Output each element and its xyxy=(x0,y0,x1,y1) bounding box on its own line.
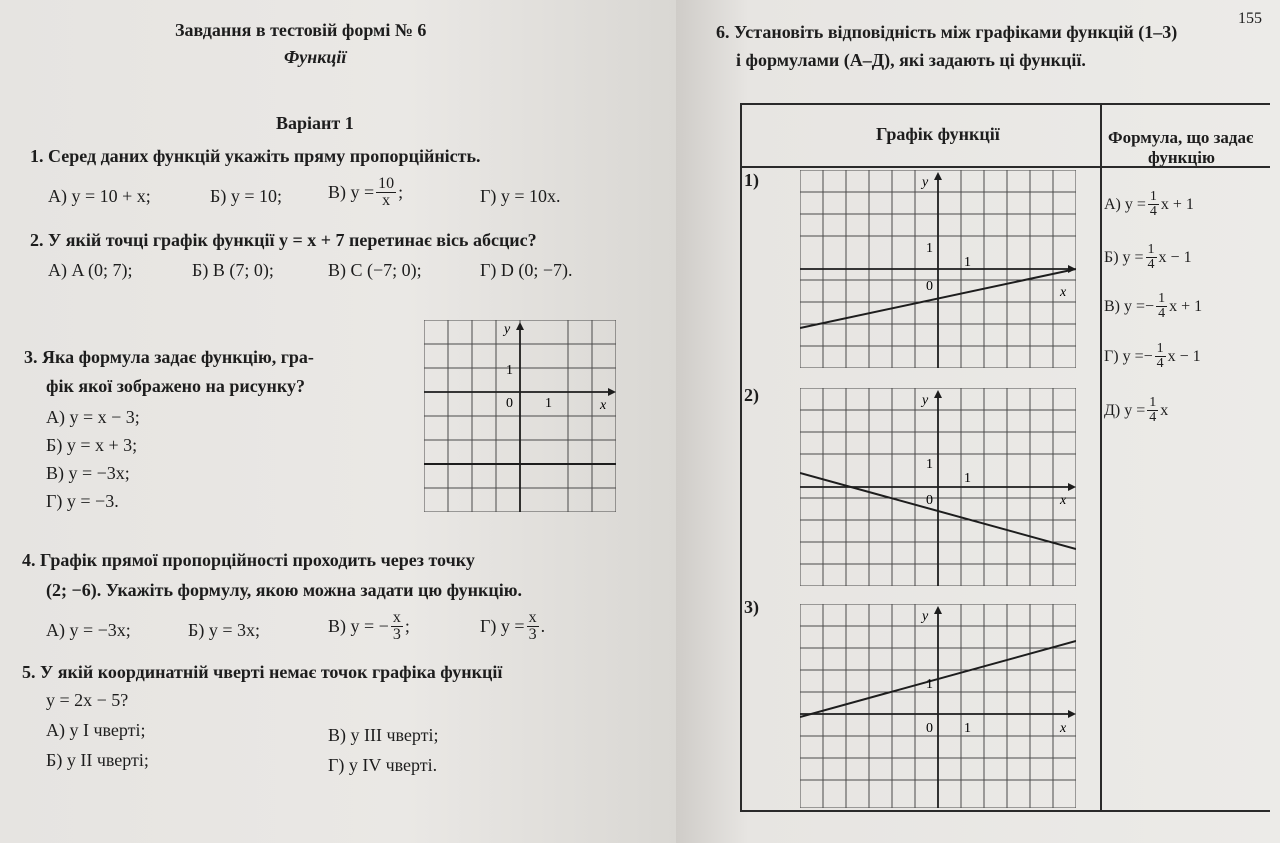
formula-b-tail: x − 1 xyxy=(1158,248,1192,266)
formula-e-den: 4 xyxy=(1149,410,1157,425)
formula-b-fraction xyxy=(1146,243,1157,272)
q1-c-suffix: ; xyxy=(398,182,404,202)
q5-option-a: А) у I чверті; xyxy=(46,720,146,740)
q3-label-one-x: 1 xyxy=(545,396,552,411)
graph-2-label-one-y: 1 xyxy=(926,457,933,472)
graph-1-y-arrow xyxy=(934,172,942,180)
q2-option-d: Г) D (0; −7). xyxy=(480,260,573,280)
formula-a-fraction xyxy=(1148,190,1159,219)
graph-1-label-one-y: 1 xyxy=(926,241,933,256)
header-subtitle: Функції xyxy=(284,47,347,67)
formula-d-letter: Г) y = xyxy=(1104,347,1144,365)
graph-2-x-arrow xyxy=(1068,483,1076,491)
q3-graph xyxy=(424,320,616,512)
q4-c-suffix: ; xyxy=(404,616,410,636)
formula-b-den: 4 xyxy=(1147,257,1155,272)
q4-d-prefix: Г) y = xyxy=(480,616,525,636)
formula-b-letter: Б) y = xyxy=(1104,248,1144,266)
q1-c-num: 10 xyxy=(378,175,395,192)
q3-option-b: Б) y = x + 3; xyxy=(46,435,138,455)
formula-a-tail: x + 1 xyxy=(1160,195,1194,213)
q4-d-den: 3 xyxy=(528,626,537,643)
q4-c-den: 3 xyxy=(392,626,401,643)
formula-c-sign: − xyxy=(1145,297,1155,315)
formula-d xyxy=(1104,342,1201,371)
question-1-text: 1. Серед даних функцій укажіть пряму пропорційність. xyxy=(30,146,481,166)
q3-option-a: А) y = x − 3; xyxy=(46,407,140,427)
question-6-line1: 6. Установіть відповідність між графіками функцій (1–3) xyxy=(716,22,1178,42)
q3-label-y: y xyxy=(504,322,511,337)
formula-e-tail: x xyxy=(1160,401,1169,419)
page-number: 155 xyxy=(1238,10,1262,27)
question-4-line2: (2; −6). Укажіть формулу, якою можна задати цю функцію. xyxy=(46,580,522,600)
q1-c-prefix: В) y = xyxy=(328,182,375,202)
formula-c xyxy=(1104,292,1202,321)
q2-option-a: А) A (0; 7); xyxy=(48,260,133,280)
formula-d-sign: − xyxy=(1143,347,1153,365)
q4-d-suffix: . xyxy=(540,616,546,636)
formula-d-fraction xyxy=(1155,342,1166,371)
formula-e-num: 1 xyxy=(1149,395,1157,410)
q2-option-c: В) C (−7; 0); xyxy=(328,260,422,280)
graph-2-label-zero: 0 xyxy=(926,493,933,508)
graph-1-label-x: x xyxy=(1060,285,1067,300)
q1-c-den: x xyxy=(382,192,391,209)
graph-number-2: 2) xyxy=(744,385,759,405)
header-title: Завдання в тестовій формі № 6 xyxy=(175,20,427,40)
formula-d-den: 4 xyxy=(1156,356,1164,371)
q4-c-fraction xyxy=(391,610,403,643)
graph-3 xyxy=(800,604,1076,808)
graph-2-label-one-x: 1 xyxy=(964,471,971,486)
formula-c-tail: x + 1 xyxy=(1169,297,1203,315)
q1-option-d: Г) y = 10x. xyxy=(480,186,561,206)
question-5-line2: y = 2x − 5? xyxy=(46,690,129,710)
graph-3-label-y: y xyxy=(922,609,929,624)
formula-b xyxy=(1104,243,1192,272)
formula-c-den: 4 xyxy=(1158,306,1166,321)
right-page xyxy=(676,0,1280,843)
q3-label-zero: 0 xyxy=(506,396,513,411)
q3-label-x: x xyxy=(600,398,607,413)
q5-option-c: В) у III чверті; xyxy=(328,725,439,745)
formula-a xyxy=(1104,190,1194,219)
graph-1-label-one-x: 1 xyxy=(964,255,971,270)
variant-label: Варіант 1 xyxy=(276,113,354,133)
q4-option-c xyxy=(328,610,410,643)
q3-y-arrow xyxy=(516,322,524,330)
q5-option-b: Б) у II чверті; xyxy=(46,750,149,770)
q3-option-d: Г) y = −3. xyxy=(46,491,119,511)
q4-option-d xyxy=(480,610,545,643)
formula-d-num: 1 xyxy=(1156,341,1164,356)
question-2-text: 2. У якій точці графік функції y = x + 7 перетинає вісь абсцис? xyxy=(30,230,537,250)
graph-3-label-one-x: 1 xyxy=(964,721,971,736)
column-header-formula-2: функцію xyxy=(1148,148,1215,167)
q1-option-c xyxy=(328,176,403,209)
q4-d-num: x xyxy=(528,609,537,626)
formula-c-num: 1 xyxy=(1158,291,1166,306)
question-3-line1: 3. Яка формула задає функцію, гра- xyxy=(24,347,314,367)
graph-2-y-arrow xyxy=(934,390,942,398)
graph-3-label-x: x xyxy=(1060,721,1067,736)
formula-b-num: 1 xyxy=(1147,242,1155,257)
formula-c-fraction xyxy=(1156,292,1167,321)
formula-a-num: 1 xyxy=(1149,189,1157,204)
formula-e-fraction xyxy=(1147,396,1158,425)
q4-option-b: Б) y = 3x; xyxy=(188,620,260,640)
question-5-line1: 5. У якій координатній чверті немає точок графіка функції xyxy=(22,662,503,682)
question-3-line2: фік якої зображено на рисунку? xyxy=(46,376,306,396)
formula-c-letter: В) y = xyxy=(1104,297,1146,315)
q4-c-prefix: В) y = − xyxy=(328,616,389,636)
formula-e xyxy=(1104,396,1168,425)
q4-option-a: А) y = −3x; xyxy=(46,620,131,640)
formula-e-letter: Д) y = xyxy=(1104,401,1146,419)
graph-1 xyxy=(800,170,1076,368)
graph-2-label-x: x xyxy=(1060,493,1067,508)
q4-d-fraction xyxy=(527,610,539,643)
q3-option-c: В) y = −3x; xyxy=(46,463,130,483)
question-6-line2: і формулами (А–Д), які задають ці функції. xyxy=(736,50,1086,70)
q3-label-one-y: 1 xyxy=(506,363,513,378)
graph-1-label-y: y xyxy=(922,175,929,190)
graph-3-label-zero: 0 xyxy=(926,721,933,736)
q1-c-fraction xyxy=(376,176,396,209)
q4-c-num: x xyxy=(392,609,401,626)
graph-3-y-arrow xyxy=(934,606,942,614)
q1-option-a: А) y = 10 + x; xyxy=(48,186,151,206)
graph-number-1: 1) xyxy=(744,170,759,190)
q1-option-b: Б) y = 10; xyxy=(210,186,282,206)
q3-x-arrow xyxy=(608,388,616,396)
graph-3-label-one-y: 1 xyxy=(926,677,933,692)
formula-d-tail: x − 1 xyxy=(1167,347,1201,365)
graph-2-label-y: y xyxy=(922,393,929,408)
graph-2 xyxy=(800,388,1076,586)
q5-option-d: Г) у IV чверті. xyxy=(328,755,438,775)
graph-number-3: 3) xyxy=(744,597,759,617)
column-header-formula-1: Формула, що задає xyxy=(1108,128,1254,147)
question-4-line1: 4. Графік прямої пропорційності проходить через точку xyxy=(22,550,475,570)
formula-a-den: 4 xyxy=(1149,204,1157,219)
column-header-graph: Графік функції xyxy=(876,124,1000,144)
formula-a-letter: А) y = xyxy=(1104,195,1146,213)
graph-1-label-zero: 0 xyxy=(926,279,933,294)
graph-3-x-arrow xyxy=(1068,710,1076,718)
q2-option-b: Б) B (7; 0); xyxy=(192,260,274,280)
